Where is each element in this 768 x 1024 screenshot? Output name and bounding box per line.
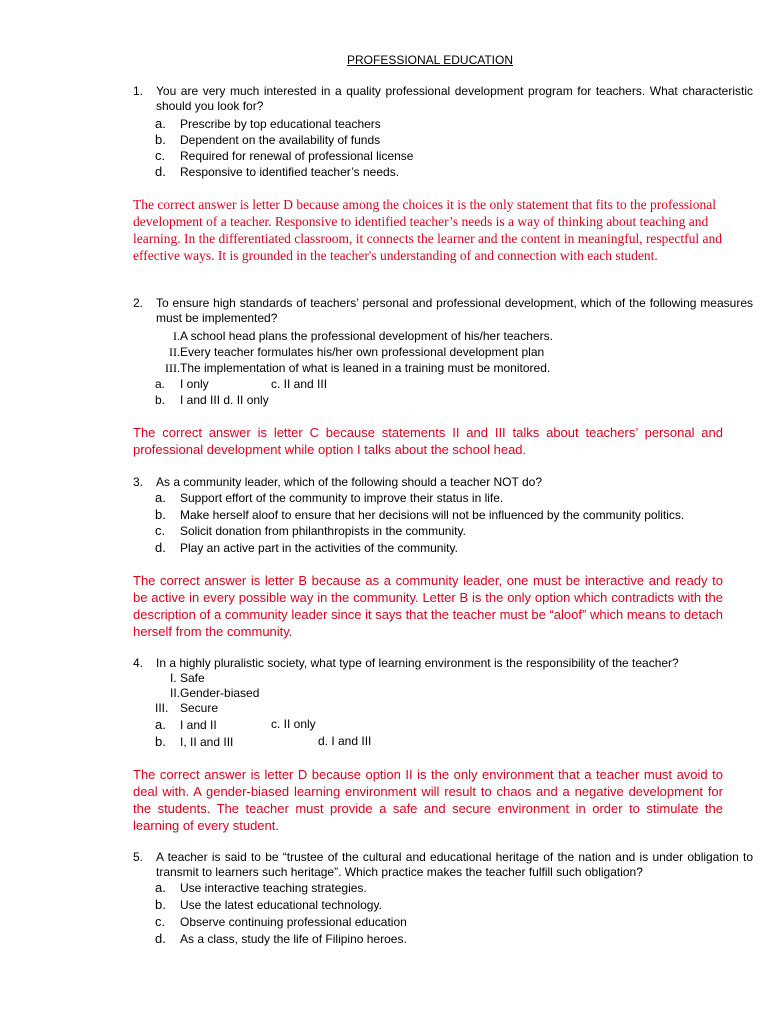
- option-c: c. II and III: [271, 377, 328, 391]
- statement-3: [145, 361, 551, 376]
- question-number: 4.: [133, 656, 144, 670]
- option-letter: b.: [155, 734, 166, 749]
- page-title: PROFESSIONAL EDUCATION: [346, 53, 514, 67]
- option-c: [155, 523, 466, 539]
- question-text: You are very much interested in a quality professional development program for teachers. What characteristic should you look for?: [156, 84, 753, 113]
- option-text: Play an active part in the activities of the community.: [180, 541, 458, 555]
- question-text: A teacher is said to be “trustee of the cultural and educational heritage of the nation and is under obligation to transmit to learners such heritage”. Which practice makes the teacher fulfill such obligation?: [156, 850, 753, 879]
- option-text: Dependent on the availability of funds: [180, 133, 381, 147]
- option-b: [155, 132, 380, 148]
- statement-3: [155, 701, 218, 716]
- option-c: [155, 148, 413, 164]
- statement-text: Safe: [180, 671, 205, 685]
- question-number: 2.: [133, 296, 144, 310]
- answer-explanation: The correct answer is letter C because statements II and III talks about teachers’ personal and professional development while option I talks about the school head.: [133, 425, 723, 457]
- option-text: As a class, study the life of Filipino heroes.: [180, 932, 407, 946]
- option-letter: b.: [155, 132, 166, 147]
- option-text: Use interactive teaching strategies.: [180, 881, 367, 895]
- statement-1: [145, 329, 553, 344]
- option-letter: b.: [155, 897, 166, 912]
- option-a: [155, 880, 367, 896]
- statement-text: A school head plans the professional development of his/her teachers.: [180, 329, 553, 343]
- statement-text: Secure: [180, 701, 219, 715]
- question-text: To ensure high standards of teachers’ personal and professional development, which of the following measures must be implemented?: [156, 296, 753, 325]
- question-text: As a community leader, which of the following should a teacher NOT do?: [156, 475, 542, 489]
- statement-text: The implementation of what is leaned in a training must be monitored.: [180, 361, 551, 375]
- option-letter: b.: [155, 507, 166, 522]
- option-d: d. I and III: [318, 734, 372, 748]
- option-text: I and II: [180, 718, 217, 732]
- option-text: I only: [180, 377, 209, 391]
- question-number: 1.: [133, 84, 144, 98]
- option-text: Required for renewal of professional license: [180, 149, 414, 163]
- statement-numeral: III.: [165, 361, 180, 375]
- answer-explanation: The correct answer is letter D because option II is the only environment that a teacher must avoid to deal with. A gender-biased learning environment will result to chaos and a negative development for the students. The teacher must provide a safe and secure environment in order to stimulate the learning of every student.: [133, 767, 723, 833]
- option-letter: c.: [155, 523, 166, 538]
- option-a: [155, 116, 381, 132]
- option-letter: d.: [155, 540, 166, 555]
- option-letter: d.: [155, 164, 166, 179]
- option-text: Observe continuing professional education: [180, 915, 407, 929]
- option-text: Support effort of the community to improve their status in life.: [180, 491, 504, 505]
- option-text: Solicit donation from philanthropists in the community.: [180, 524, 466, 538]
- question-number: 3.: [133, 475, 144, 489]
- option-c: c. II only: [271, 717, 316, 731]
- option-letter: a.: [155, 116, 166, 131]
- statement-numeral: III.: [155, 701, 169, 715]
- option-letter: c.: [155, 148, 166, 163]
- statement-2: [145, 345, 545, 360]
- statement-1: [170, 671, 205, 686]
- option-a: [155, 490, 503, 506]
- option-d: [155, 931, 407, 947]
- option-letter: a.: [155, 377, 166, 391]
- option-d: [155, 164, 399, 180]
- statement-numeral: II.: [169, 686, 180, 700]
- option-b: [155, 734, 233, 750]
- option-letter: a.: [155, 717, 166, 732]
- option-letter: c.: [155, 914, 166, 929]
- option-a: [155, 377, 209, 392]
- option-c: [155, 914, 407, 930]
- option-text: Use the latest educational technology.: [180, 898, 382, 912]
- statement-numeral: I.: [173, 329, 180, 343]
- option-letter: a.: [155, 490, 166, 505]
- option-b: [155, 897, 382, 913]
- statement-text: Gender-biased: [180, 686, 260, 700]
- answer-explanation: The correct answer is letter D because among the choices it is the only statement that fits to the professional development of a teacher. Responsive to identified teacher’s needs is a way of thinking about teaching and learning. In the differentiated classroom, it connects the learner and the content in meaningful, respectful and effective ways. It is grounded in the teacher's understanding of and connection with each student.: [133, 197, 723, 263]
- statement-numeral: I.: [170, 671, 177, 685]
- question-text: In a highly pluralistic society, what type of learning environment is the responsibility of the teacher?: [156, 656, 679, 670]
- option-letter: d.: [155, 931, 166, 946]
- option-text: Make herself aloof to ensure that her decisions will not be influenced by the community politics.: [180, 508, 685, 522]
- option-text: Responsive to identified teacher’s needs.: [180, 165, 400, 179]
- statement-2: [158, 686, 259, 701]
- option-letter: b.: [155, 393, 166, 407]
- question-number: 5.: [133, 850, 144, 864]
- option-d: [155, 540, 458, 556]
- option-a: [155, 717, 217, 733]
- option-text: Prescribe by top educational teachers: [180, 117, 381, 131]
- statement-text: Every teacher formulates his/her own professional development plan: [180, 345, 545, 359]
- option-letter: a.: [155, 880, 166, 895]
- option-text: I, II and III: [180, 735, 234, 749]
- statement-numeral: II.: [169, 345, 180, 359]
- answer-explanation: The correct answer is letter B because as a community leader, one must be interactive and ready to be active in every possible way in the community. Letter B is the only option which contradicts with the description of a community leader since it says that the teacher must be “aloof” which means to detach herself from the community.: [133, 573, 723, 639]
- option-b: [155, 393, 269, 408]
- option-b: [155, 507, 684, 523]
- option-text: I and III d. II only: [180, 393, 269, 407]
